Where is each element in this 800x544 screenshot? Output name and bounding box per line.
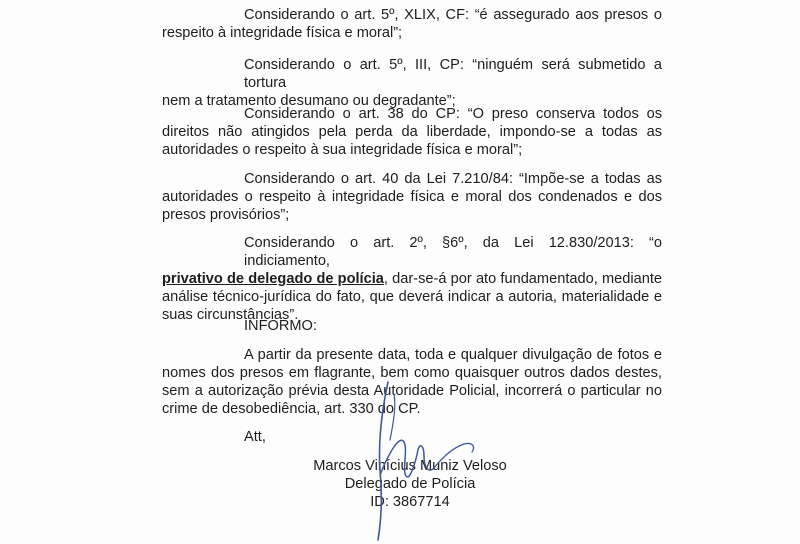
text-line: suas circunstâncias”.: [162, 307, 299, 323]
text-line: crime de desobediência, art. 330 do CP.: [162, 401, 421, 417]
paragraph-informo: [162, 346, 662, 418]
text-line: Considerando o art. 38 do CP: “O preso conserva todos os: [244, 106, 662, 122]
text-line: [162, 270, 662, 288]
text-fragment: , dar-se-á por ato fundamentado, mediante: [383, 271, 662, 287]
text-line: A partir da presente data, toda e qualquer divulgação de fotos e: [244, 347, 662, 363]
text-line: análise técnico-jurídica do fato, que deverá indicar a autoria, materialidade e: [162, 289, 662, 305]
text-line: nomes dos presos em flagrante, bem como quaisquer outros dados destes,: [162, 365, 662, 381]
text-line: respeito à integridade física e moral”;: [162, 25, 403, 41]
text-line: Considerando o art. 40 da Lei 7.210/84: “Impõe-se a todas as: [244, 171, 662, 187]
informo-heading: INFORMO:: [244, 318, 317, 334]
text-line: autoridades o respeito à sua integridade física e moral”;: [162, 142, 523, 158]
paragraph-art-40: [162, 170, 662, 224]
signer-role: Delegado de Polícia: [344, 476, 476, 492]
text-line: Considerando o art. 2º, §6º, da Lei 12.830/2013: “o indiciamento,: [244, 235, 662, 269]
text-line: Considerando o art. 5º, XLIX, CF: “é assegurado aos presos o: [244, 7, 662, 23]
emphasized-text: privativo de delegado de polícia: [162, 271, 384, 287]
text-line: sem a autorização prévia desta Autoridade Policial, incorrerá o particular no: [162, 383, 662, 399]
paragraph-art-2: [162, 234, 662, 324]
paragraph-art-38: [162, 105, 662, 159]
signature-block: [300, 457, 520, 511]
text-line: direitos não atingidos pela perda da liberdade, impondo-se a todas as: [162, 124, 662, 140]
signer-id: ID: 3867714: [370, 494, 450, 510]
text-line: autoridades o respeito à integridade física e moral dos condenados e dos: [162, 189, 662, 205]
text-line: nem a tratamento desumano ou degradante”;: [162, 93, 456, 109]
text-line: presos provisórios”;: [162, 207, 290, 223]
signer-name: Marcos Vinícius Muniz Veloso: [313, 458, 507, 474]
text-line: Considerando o art. 5º, III, CP: “ninguém será submetido a tortura: [244, 57, 662, 91]
paragraph-art-5-iii: [162, 56, 662, 110]
closing-text: Att,: [244, 429, 266, 445]
paragraph-art-5-xlix: [162, 6, 662, 42]
